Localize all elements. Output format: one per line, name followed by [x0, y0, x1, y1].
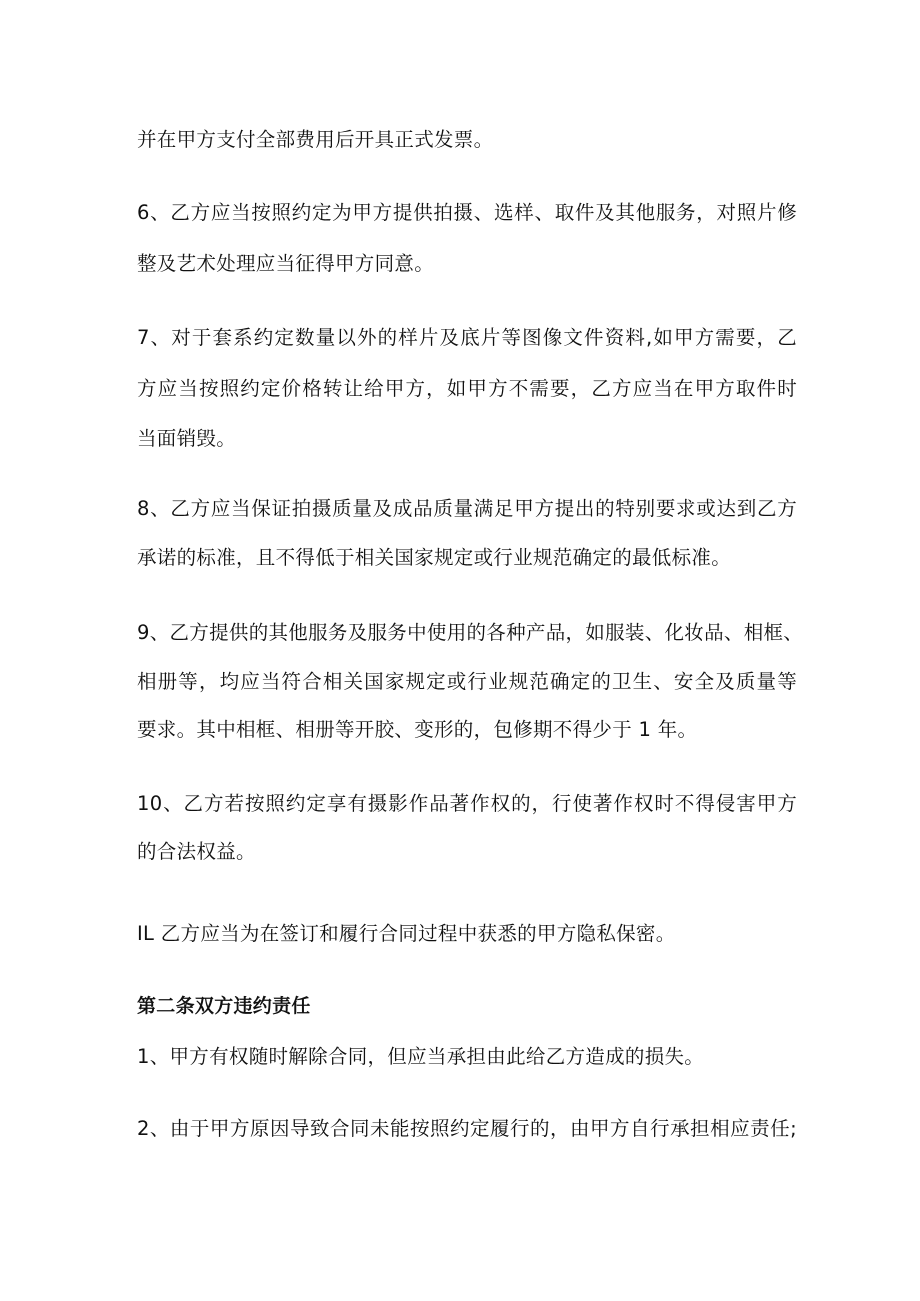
clause-8-line-1: 8、乙方应当保证拍摄质量及成品质量满足甲方提出的特别要求或达到乙方	[137, 497, 797, 520]
breach-clause-1: 1、甲方有权随时解除合同，但应当承担由此给乙方造成的损失。	[137, 1045, 705, 1068]
clause-6-line-1: 6、乙方应当按照约定为甲方提供拍摄、选样、取件及其他服务，对照片修	[137, 201, 797, 224]
clause-9-line-1: 9、乙方提供的其他服务及服务中使用的各种产品，如服装、化妆品、相框、	[137, 621, 804, 644]
paragraph-5-tail: 并在甲方支付全部费用后开具正式发票。	[137, 128, 494, 151]
clause-7-line-3: 当面销毁。	[137, 427, 237, 450]
clause-9-line-2: 相册等，均应当符合相关国家规定或行业规范确定的卫生、安全及质量等	[137, 670, 797, 693]
section-heading-breach-liability: 第二条双方违约责任	[137, 995, 311, 1017]
breach-clause-2: 2、由于甲方原因导致合同未能按照约定履行的，由甲方自行承担相应责任;	[137, 1117, 797, 1140]
clause-7-line-1: 7、对于套系约定数量以外的样片及底片等图像文件资料,如甲方需要，乙	[137, 326, 797, 349]
clause-11-line-1: IL 乙方应当为在签订和履行合同过程中获悉的甲方隐私保密。	[137, 922, 676, 945]
clause-6-line-2: 整及艺术处理应当征得甲方同意。	[137, 252, 435, 275]
clause-8-line-2: 承诺的标准，且不得低于相关国家规定或行业规范确定的最低标准。	[137, 546, 732, 569]
clause-9-line-3: 要求。其中相框、相册等开胶、变形的，包修期不得少于 1 年。	[137, 718, 698, 741]
clause-7-line-2: 方应当按照约定价格转让给甲方，如甲方不需要，乙方应当在甲方取件时	[137, 377, 797, 400]
clause-10-line-1: 10、乙方若按照约定享有摄影作品著作权的，行使著作权时不得侵害甲方	[137, 792, 797, 815]
clause-10-line-2: 的合法权益。	[137, 840, 256, 863]
